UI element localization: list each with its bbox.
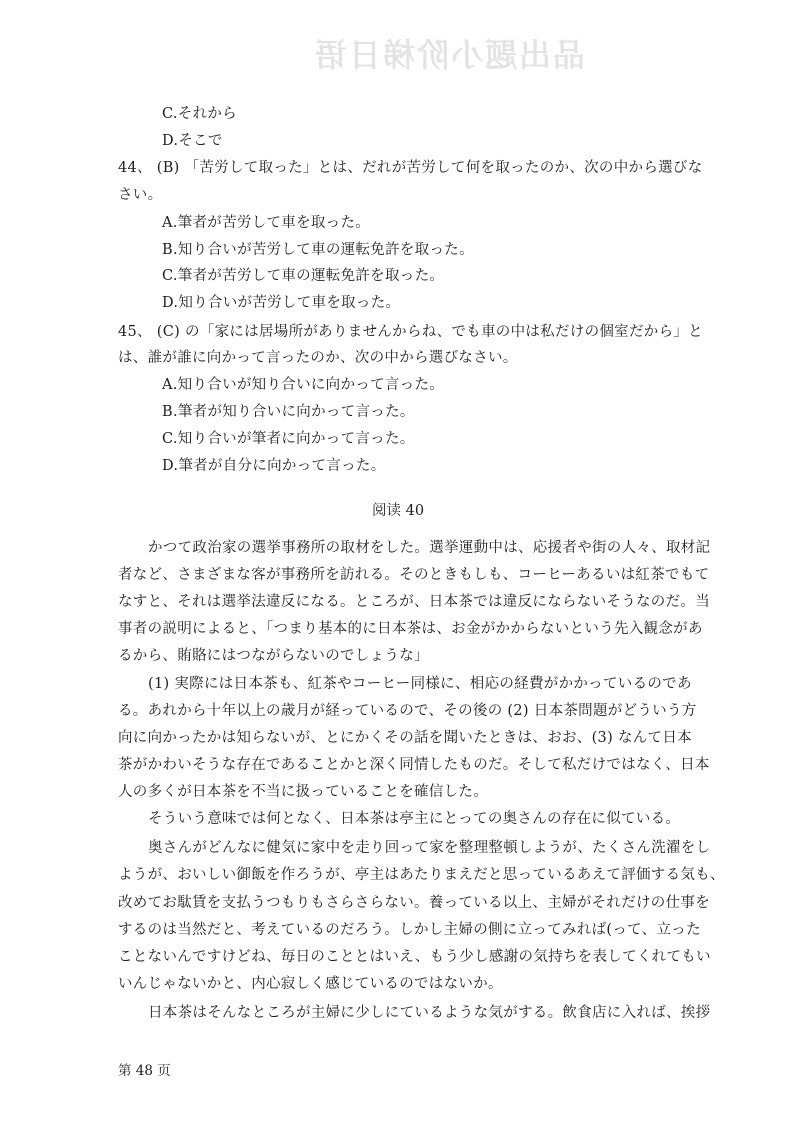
passage-line: るから、賄賂にはつながらないのでしょうな」 xyxy=(118,648,429,664)
passage-line: ようが、おいしい御飯を作ろうが、亭主はあたりまえだと思っているあえて評価する気も、 xyxy=(118,867,725,883)
passage-line: 改めてお駄賃を支払うつもりもさらさらない。養っている以上、主婦がそれだけの仕事を xyxy=(118,895,710,911)
passage-line: かつて政治家の選挙事務所の取材をした。選挙運動中は、応援者や街の人々、取材記 xyxy=(148,540,711,556)
passage-line: 茶がかわいそうな存在であることかと深く同情したものだ。そして私だけではなく、日本 xyxy=(118,757,710,773)
option-line: D.筆者が自分に向かって言った。 xyxy=(162,458,386,474)
option-line: B.筆者が知り合いに向かって言った。 xyxy=(162,404,415,420)
option-line: A.知り合いが知り合いに向かって言った。 xyxy=(162,377,445,393)
option-line: A.筆者が苦労して車を取った。 xyxy=(162,215,371,231)
question-45-line: は、誰が誰に向かって言ったのか、次の中から選びなさい。 xyxy=(118,350,518,366)
passage-line: 事者の説明によると、「つまり基本的に日本茶は、お金がかからないという先入観念があ xyxy=(118,621,703,637)
passage-line: するのは当然だと、考えているのだろう。しかし主婦の側に立ってみれば(って、立った xyxy=(118,922,701,938)
passage-line: 奥さんがどんなに健気に家中を走り回って家を整理整頓しようが、たくさん洗濯をし xyxy=(148,840,711,856)
watermark: 品出题小阶梯日语 xyxy=(312,36,585,74)
question-45-line: 45、 (C) の「家には居場所がありませんからね、でも車の中は私だけの個室だから」と xyxy=(118,324,703,340)
passage-line: (1) 実際には日本茶も、紅茶やコーヒー同様に、相応の経費がかかっているのであ xyxy=(148,676,692,692)
passage-line: 向に向かったかは知らないが、とにかくその話を聞いたときは、おお、(3) なんて日本 xyxy=(118,730,692,746)
passage-line: そういう意味では何となく、日本茶は亭主にとっての奥さんの存在に似ている。 xyxy=(148,811,681,827)
passage-line: なすと、それは選挙法違反になる。ところが、日本茶では違反にならないそうなのだ。当 xyxy=(118,594,710,610)
option-line: B.知り合いが苦労して車の運転免許を取った。 xyxy=(162,242,474,258)
option-line: C.それから xyxy=(162,106,237,122)
passage-line: 人の多くが日本茶を不当に扱っていることを確信した。 xyxy=(118,784,488,800)
option-line: D.知り合いが苦労して車を取った。 xyxy=(162,295,401,311)
passage-line: 日本茶はそんなところが主婦に少しにているような気がする。飲食店に入れば、挨拶 xyxy=(148,1005,711,1021)
question-44-line: さい。 xyxy=(118,187,163,203)
passage-line: いんじゃないかと、内心寂しく感じているのではないか。 xyxy=(118,976,503,992)
option-line: C.知り合いが筆者に向かって言った。 xyxy=(162,431,415,447)
question-44-line: 44、 (B) 「苦労して取った」とは、だれが苦労して何を取ったのか、次の中から選びな xyxy=(118,160,703,176)
passage-line: ことないんですけどね、毎日のこととはいえ、もう少し感謝の気持ちを表してくれてもい xyxy=(118,949,711,965)
option-line: D.そこで xyxy=(162,133,223,149)
passage-line: 者など、さまざまな客が事務所を訪れる。そのときもしも、コーヒーあるいは紅茶でもて xyxy=(118,567,710,583)
passage-line: る。あれから十年以上の歳月が経っているので、その後の (2) 日本茶問題がどういう方 xyxy=(118,703,697,719)
reading-title: 阅读 40 xyxy=(372,503,425,519)
option-line: C.筆者が苦労して車の運転免許を取った。 xyxy=(162,268,445,284)
page-number: 第 48 页 xyxy=(118,1063,171,1079)
